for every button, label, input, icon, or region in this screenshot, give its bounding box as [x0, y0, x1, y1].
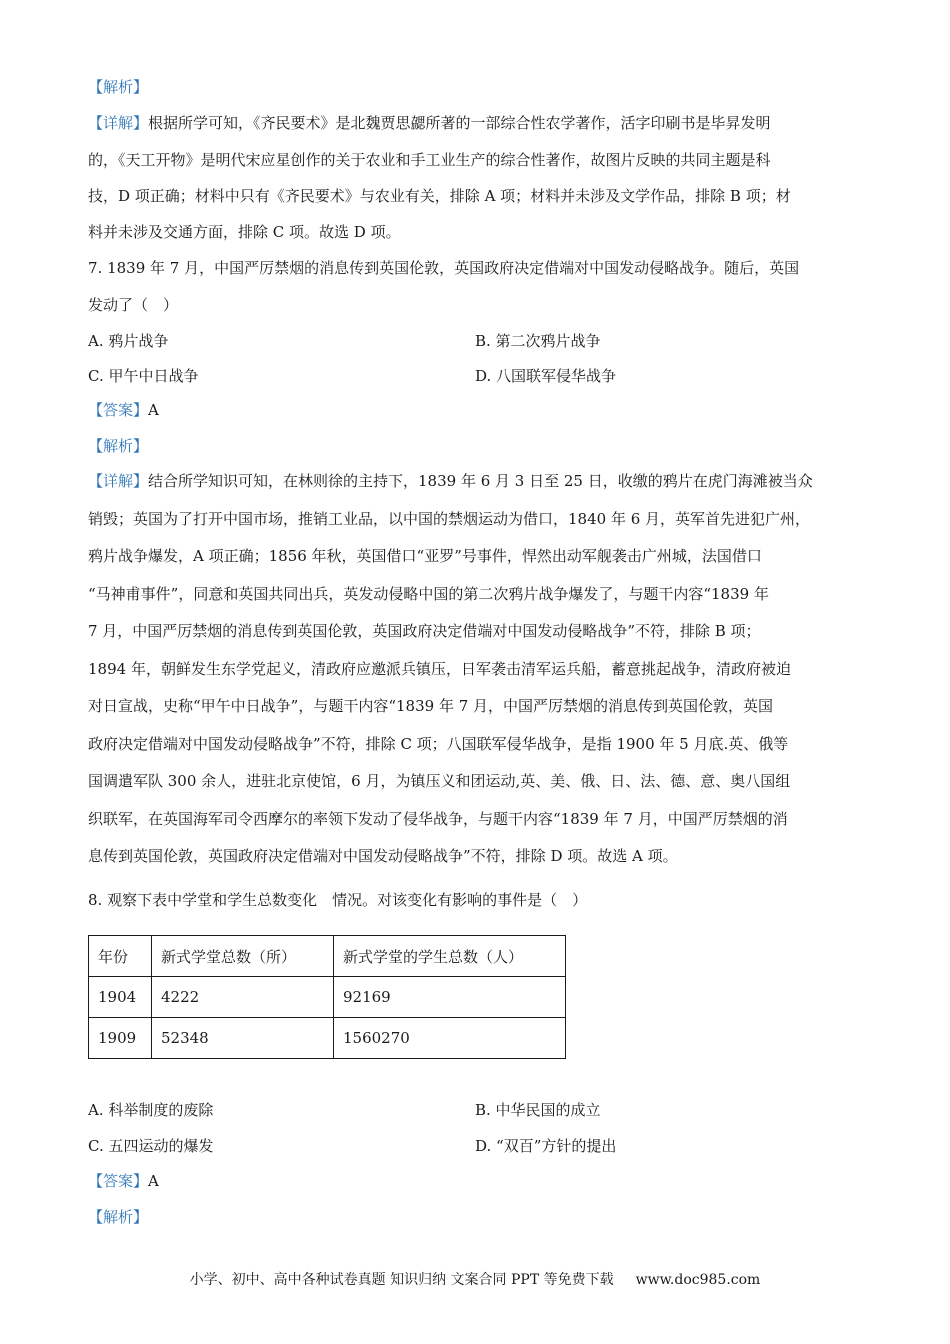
q8-stem: 8. 观察下表中学堂和学生总数变化 情况。对该变化有影响的事件是（ ） [88, 891, 588, 909]
table-row [89, 977, 566, 1018]
q7-detail-line-11: 息传到英国伦敦，英国政府决定借端对中国发动侵略战争”不符，排除 D 项。故选 A 项。 [88, 847, 678, 865]
analysis-tag: 【解析】 [88, 78, 149, 96]
q7-detail-line-1: 【详解】结合所学知识可知，在林则徐的主持下，1839 年 6 月 3 日至 25 日，收缴的鸦片在虎门海滩被当众 [88, 472, 813, 490]
q7-detail-line-7: 对日宣战，史称“甲午中日战争”，与题干内容“1839 年 7 月，中国严厉禁烟的消息传到英国伦敦，英国 [88, 697, 774, 715]
q7-option-c: C. 甲午中日战争 [88, 367, 199, 385]
table-cell: 52348 [152, 1018, 334, 1059]
detail-tag: 【详解】 [88, 472, 149, 490]
table-header-cell: 年份 [89, 936, 152, 977]
q7-answer-value: A [148, 401, 159, 419]
q7-stem-line-2: 发动了（ ） [88, 296, 179, 314]
q7-detail-line-8: 政府决定借端对中国发动侵略战争”不符，排除 C 项；八国联军侵华战争，是指 1900 年 5 月底.英、俄等 [88, 735, 789, 753]
q7-answer [88, 400, 159, 420]
q7-detail-line-10: 织联军，在英国海军司令西摩尔的率领下发动了侵华战争，与题干内容“1839 年 7 月，中国严厉禁烟的消 [88, 810, 788, 828]
q8-option-d: D. “双百”方针的提出 [475, 1137, 617, 1155]
q8-option-b: B. 中华民国的成立 [475, 1101, 601, 1119]
q7-detail-line-9: 国调遣军队 300 余人，进驻北京使馆，6 月，为镇压义和团运动,英、美、俄、日、法、德、意、奥八国组 [88, 772, 791, 790]
footer-url[interactable]: www.doc985.com [635, 1272, 761, 1288]
school-statistics-table [88, 935, 566, 1059]
q8-analysis-tag: 【解析】 [88, 1208, 149, 1226]
table-row [89, 1018, 566, 1059]
q7-detail-line-2: 销毁；英国为了打开中国市场，推销工业品，以中国的禁烟运动为借口，1840 年 6 月，英军首先进犯广州， [88, 510, 811, 528]
prev-detail-line-4: 料并未涉及交通方面，排除 C 项。故选 D 项。 [88, 223, 401, 241]
answer-tag: 【答案】 [88, 401, 149, 419]
prev-detail-line-1: 【详解】根据所学可知，《齐民要术》是北魏贾思勰所著的一部综合性农学著作，活字印刷书是毕昇发明 [88, 114, 771, 132]
answer-tag: 【答案】 [88, 1172, 149, 1190]
table-cell: 92169 [334, 977, 566, 1018]
q8-answer [88, 1171, 159, 1191]
table-cell: 1904 [89, 977, 152, 1018]
table-cell: 1909 [89, 1018, 152, 1059]
table-cell: 1560270 [334, 1018, 566, 1059]
page-footer [0, 1269, 950, 1289]
q7-analysis-tag: 【解析】 [88, 437, 149, 455]
q7-detail-line-6: 1894 年，朝鲜发生东学党起义，清政府应邀派兵镇压，日军袭击清军运兵船，蓄意挑起战争，清政府被迫 [88, 660, 791, 678]
q7-option-b: B. 第二次鸦片战争 [475, 332, 601, 350]
table-cell: 4222 [152, 977, 334, 1018]
prev-detail-line-3: 技，D 项正确；材料中只有《齐民要术》与农业有关，排除 A 项；材料并未涉及文学作品，排除 B 项；材 [88, 187, 791, 205]
q7-stem-line-1: 7. 1839 年 7 月，中国严厉禁烟的消息传到英国伦敦，英国政府决定借端对中国发动侵略战争。随后，英国 [88, 259, 800, 277]
q7-detail-line-5: 7 月，中国严厉禁烟的消息传到英国伦敦，英国政府决定借端对中国发动侵略战争”不符，排除 B 项； [88, 622, 761, 640]
q7-option-a: A. 鸦片战争 [88, 332, 169, 350]
q8-option-a: A. 科举制度的废除 [88, 1101, 214, 1119]
q7-option-d: D. 八国联军侵华战争 [475, 367, 617, 385]
q8-option-c: C. 五四运动的爆发 [88, 1137, 214, 1155]
detail-tag: 【详解】 [88, 114, 149, 132]
table-header-cell: 新式学堂的学生总数（人） [334, 936, 566, 977]
table-header-cell: 新式学堂总数（所） [152, 936, 334, 977]
q7-detail-line-3: 鸦片战争爆发，A 项正确；1856 年秋，英国借口“亚罗”号事件，悍然出动军舰袭击广州城，法国借口 [88, 547, 762, 565]
table-header-row [89, 936, 566, 977]
footer-text: 小学、初中、高中各种试卷真题 知识归纳 文案合同 PPT 等免费下载 [189, 1272, 614, 1288]
q7-detail-line-4: “马神甫事件”，同意和英国共同出兵，英发动侵略中国的第二次鸦片战争爆发了，与题干内容“1839 年 [88, 585, 769, 603]
q8-answer-value: A [148, 1172, 159, 1190]
prev-detail-line-2: 的，《天工开物》是明代宋应星创作的关于农业和手工业生产的综合性著作，故图片反映的共同主题是科 [88, 151, 771, 169]
